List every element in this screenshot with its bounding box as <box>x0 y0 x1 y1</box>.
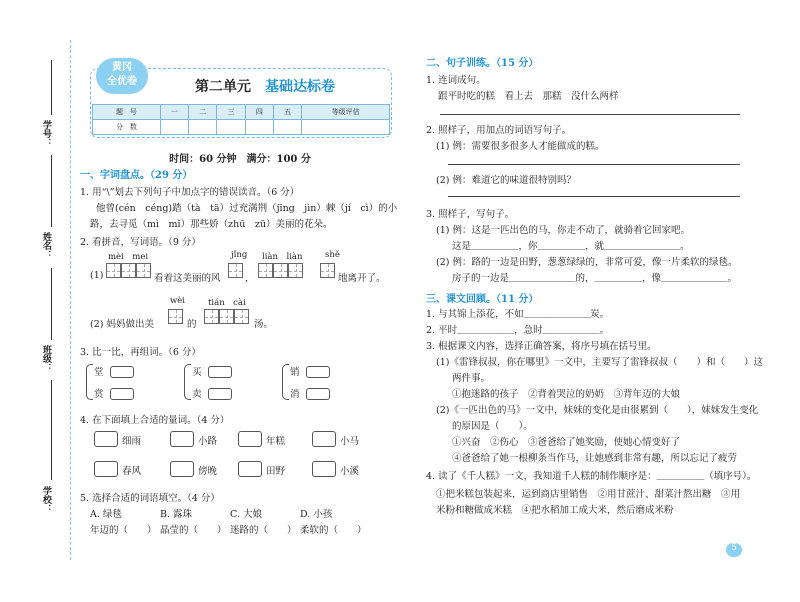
writing-box[interactable] <box>320 263 335 278</box>
writing-box[interactable] <box>219 309 234 324</box>
s2-q3a: (1) 例：这是一匹出色的马，你走不动了，就骑着它回家吧。 <box>436 225 690 236</box>
s3-q4: 4. 读了《千人糕》一文，我知道千人糕的制作顺序是：＿＿＿＿＿（填序号）。 <box>426 471 757 482</box>
measure-word: 年糕 <box>266 436 286 447</box>
measure-box[interactable] <box>312 431 336 447</box>
answer-box[interactable] <box>110 366 134 378</box>
section-3-heading: 三、课文回顾。（11 分） <box>426 294 539 305</box>
measure-box[interactable] <box>94 431 118 447</box>
pinyin: tián cài <box>208 298 246 308</box>
school-label: 学校： <box>41 486 51 513</box>
side-line <box>51 155 52 227</box>
s3-q3b2: 的原因是（ ）。 <box>452 421 533 432</box>
compare-char: 销 <box>290 367 300 378</box>
s2-q2: 2. 照样子，用加点的词语写句子。 <box>426 125 572 136</box>
s3-q3a3: ①抱迷路的孩子 ②背着哭泣的奶奶 ③背年迈的大娘 <box>452 389 681 400</box>
measure-word: 春风 <box>122 466 142 477</box>
xuehao-label: 学号： <box>41 120 51 147</box>
s1-q5: 5. 选择合适的词语填空。（4 分） <box>80 493 220 504</box>
section-1-heading: 一、字词盘点。（29 分） <box>80 170 193 181</box>
option: D. 小孩 <box>300 509 333 520</box>
pinyin: shě <box>325 250 340 260</box>
s2-q3b: (2) 例：路的一边是田野，葱葱绿绿的，非常可爱，像一片柔软的绿毯。 <box>436 257 738 268</box>
side-line <box>51 60 52 115</box>
measure-word: 小溪 <box>340 466 360 477</box>
s3-q2: 2. 平时＿＿＿＿＿＿，急时＿＿＿＿＿＿。 <box>426 325 610 336</box>
brace <box>86 364 93 400</box>
s1-q2: 2. 看拼音，写词语。（9 分） <box>80 237 201 248</box>
pinyin: jǐng <box>231 250 248 260</box>
binding-dash-line <box>70 40 71 560</box>
pinyin: wèi <box>170 296 186 306</box>
compare-char: 消 <box>290 389 300 400</box>
s2-q1: 1. 连词成句。 <box>426 75 486 86</box>
s1-q3: 3. 比一比，再组词。（6 分） <box>80 347 201 358</box>
name-label: 姓名： <box>41 232 51 259</box>
page-number: 5 <box>726 543 742 557</box>
s1-q2b2: 的 <box>187 319 197 330</box>
s2-q2b: (2) 例：难道它的味道很特别吗？ <box>436 175 576 186</box>
measure-box[interactable] <box>312 461 336 477</box>
s1-q2b1: (2) 妈妈做出美 <box>90 319 154 330</box>
measure-box[interactable] <box>238 431 262 447</box>
logo-badge: 黄冈 全优卷 <box>96 58 148 94</box>
writing-box[interactable] <box>234 309 249 324</box>
measure-box[interactable] <box>170 461 194 477</box>
s1-q2a1: (1) <box>90 270 104 281</box>
writing-box[interactable] <box>258 263 273 278</box>
s3-q3a: (1)《雷锋叔叔，你在哪里》一文中，主要写了雷锋叔叔（ ）和（ ）这 <box>436 357 763 368</box>
measure-word: 小路 <box>198 436 218 447</box>
compare-char: 堂 <box>94 367 104 378</box>
s3-q3a2: 两件事。 <box>452 373 491 384</box>
fill-item: 柔软的（ ） <box>300 525 367 536</box>
pinyin: liàn liàn <box>262 252 303 262</box>
option: A. 绿毯 <box>90 509 122 520</box>
brace <box>184 364 191 400</box>
side-line <box>51 380 52 480</box>
s1-q1b: 路，去寻觅（mì mǐ）那些娇（zhū zū）美丽的花朵。 <box>90 219 333 230</box>
option: B. 露珠 <box>160 509 193 520</box>
s2-q1a: 跟平时吃的糕 看上去 那糕 没什么两样 <box>438 91 619 102</box>
compare-char: 赏 <box>94 389 104 400</box>
measure-box[interactable] <box>238 461 262 477</box>
option: C. 大娘 <box>230 509 262 520</box>
answer-box[interactable] <box>306 366 330 378</box>
page-title: 第二单元 基础达标卷 <box>195 79 335 95</box>
section-2-heading: 二、句子训练。（15 分） <box>426 58 539 69</box>
fill-item: 迷路的（ ） <box>230 525 297 536</box>
writing-box[interactable] <box>288 263 303 278</box>
compare-char: 卖 <box>192 389 202 400</box>
time-score-info: 时间：60 分钟 满分：100 分 <box>169 154 311 165</box>
writing-box[interactable] <box>168 309 183 324</box>
writing-box[interactable] <box>228 263 243 278</box>
writing-box[interactable] <box>204 309 219 324</box>
s3-q1: 1. 与其锦上添花，不如＿＿＿＿＿＿＿炭。 <box>426 309 610 320</box>
s1-q2b3: 汤。 <box>254 319 274 330</box>
answer-line[interactable] <box>448 164 740 165</box>
s1-q2a2: 看着这美丽的风 <box>154 273 221 284</box>
measure-word: 细雨 <box>122 436 142 447</box>
s1-q1: 1. 用“\”划去下列句子中加点字的错误读音。（6 分） <box>80 187 300 198</box>
writing-box[interactable] <box>136 263 151 278</box>
s2-q3b2: 房子的一边是＿＿＿＿＿＿＿的，＿＿＿＿＿，像＿＿＿＿＿＿＿。 <box>452 273 738 284</box>
s2-q2a: (1) 例：需要很多很多人才能做成的糕。 <box>436 141 605 152</box>
writing-box[interactable] <box>273 263 288 278</box>
s1-q2a3: ， <box>245 273 255 284</box>
measure-box[interactable] <box>94 461 118 477</box>
s3-q3: 3. 根据课文内容，选择正确答案，将序号填在括号里。 <box>426 341 657 352</box>
answer-box[interactable] <box>208 366 232 378</box>
pinyin: mèi mei <box>108 252 149 262</box>
s3-q3b: (2)《一匹出色的马》一文中，妹妹的变化是由很累到（ ），妹妹发生变化 <box>436 405 759 416</box>
s1-q4: 4. 在下面填上合适的量词。（4 分） <box>80 415 230 426</box>
fill-item: 年迈的（ ） <box>90 525 157 536</box>
compare-char: 买 <box>192 367 202 378</box>
measure-box[interactable] <box>170 431 194 447</box>
writing-box[interactable] <box>121 263 136 278</box>
s3-q4b: 米粉和糖做成米糕 ④把水稻加工成大米，然后磨成米粉 <box>436 505 674 516</box>
s2-q3: 3. 照样子，写句子。 <box>426 209 515 220</box>
fill-item: 晶莹的（ ） <box>160 525 227 536</box>
s3-q3b3: ①兴奋 ②伤心 ③爸爸给了她奖励，使她心情变好了 <box>452 437 681 448</box>
measure-word: 田野 <box>266 466 286 477</box>
measure-word: 小马 <box>340 436 360 447</box>
brace <box>282 364 289 400</box>
writing-box[interactable] <box>106 263 121 278</box>
answer-box[interactable] <box>110 388 134 400</box>
s2-q3a2: 这是＿＿＿＿＿，你＿＿＿＿＿，就＿＿＿＿＿＿＿＿。 <box>452 241 690 252</box>
s1-q1a: 他曾(cén céng)踏（tà tā）过充满荆（jīng jìn）棘（jí cì）的小 <box>96 203 398 214</box>
side-line <box>51 268 52 340</box>
answer-box[interactable] <box>306 388 330 400</box>
s3-q3b4: ④爸爸给了她一根柳条当作马，让她感到非常有趣，所以忘记了疲劳 <box>452 453 738 464</box>
answer-line[interactable] <box>440 114 740 115</box>
answer-box[interactable] <box>208 388 232 400</box>
score-table: 题 号 一 二 三 四 五 等级评估 分 数 <box>92 104 390 135</box>
class-label: 班级： <box>41 345 51 372</box>
s1-q2a4: 地离开了。 <box>338 273 386 284</box>
answer-line[interactable] <box>448 196 740 197</box>
s3-q4a: ①把米糕包装起来，运到商店里销售 ②用甘蔗汁、甜菜汁熬出糖 ③用 <box>436 489 741 500</box>
measure-word: 傍晚 <box>198 466 218 477</box>
